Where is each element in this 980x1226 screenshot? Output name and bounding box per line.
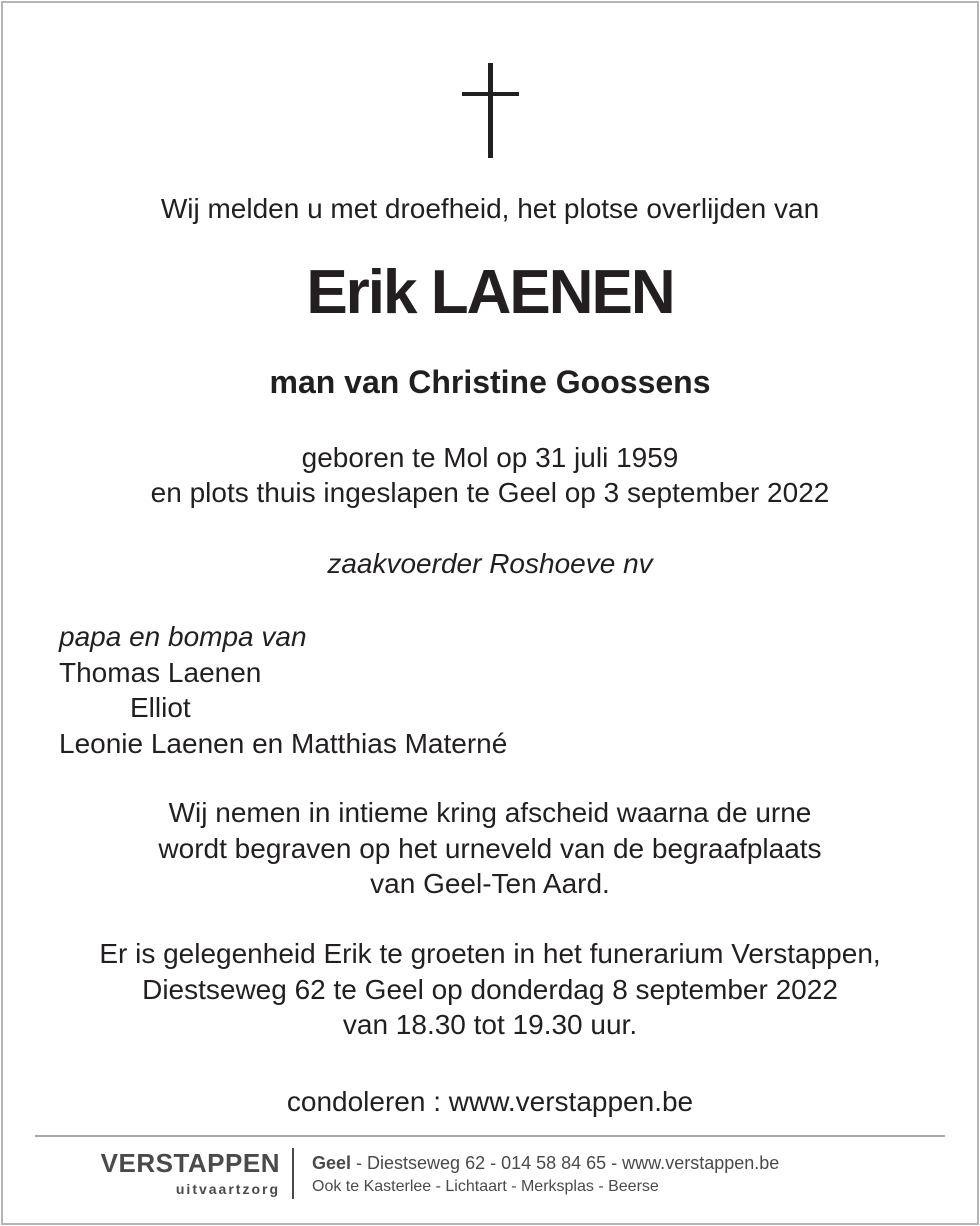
funeral-line: wordt begraven op het urneveld van de begraafplaats xyxy=(158,832,822,864)
visitation-text xyxy=(0,936,980,1043)
address-city: Geel xyxy=(312,1153,352,1173)
family-list xyxy=(59,619,507,761)
funeral-home-logo xyxy=(68,1144,280,1196)
funeral-line: Wij nemen in intieme kring afscheid waarna de urne xyxy=(168,797,812,828)
family-member: Thomas Laenen xyxy=(59,656,262,688)
deceased-name: Erik LAENEN xyxy=(306,258,674,327)
birth-line: geboren te Mol op 31 juli 1959 xyxy=(301,442,679,473)
family-lead: papa en bompa van xyxy=(59,621,307,652)
funeral-text xyxy=(0,795,980,902)
visitation-line: van 18.30 tot 19.30 uur. xyxy=(342,1009,638,1040)
footer-divider xyxy=(35,1135,945,1137)
visitation-line: Diestseweg 62 te Geel op donderdag 8 september 2022 xyxy=(142,973,838,1005)
logo-subtitle: uitvaartzorg xyxy=(175,1181,280,1197)
life-dates xyxy=(0,440,980,510)
visitation-line: Er is gelegenheid Erik te groeten in het funerarium Verstappen, xyxy=(99,938,881,969)
death-line: en plots thuis ingeslapen te Geel op 3 september 2022 xyxy=(150,477,830,508)
family-member: Elliot xyxy=(130,692,191,723)
logo-name: VERSTAPPEN xyxy=(100,1148,280,1178)
family-member: Leonie Laenen en Matthias Materné xyxy=(59,727,508,759)
spouse-line: man van Christine Goossens xyxy=(269,364,711,400)
other-locations: Ook te Kasterlee - Lichtaart - Merksplas - Beerse xyxy=(312,1178,659,1195)
funeral-line: van Geel-Ten Aard. xyxy=(370,868,610,899)
occupation: zaakvoerder Roshoeve nv xyxy=(327,548,653,579)
cross-icon xyxy=(462,63,519,158)
intro-text: Wij melden u met droefheid, het plotse overlijden van xyxy=(160,193,820,224)
address-line: - Diestseweg 62 - 014 58 84 65 - www.verstappen.be xyxy=(351,1153,780,1173)
condolence-line: condoleren : www.verstappen.be xyxy=(286,1086,694,1117)
funeral-home-address xyxy=(312,1151,779,1199)
footer-separator xyxy=(292,1148,294,1199)
